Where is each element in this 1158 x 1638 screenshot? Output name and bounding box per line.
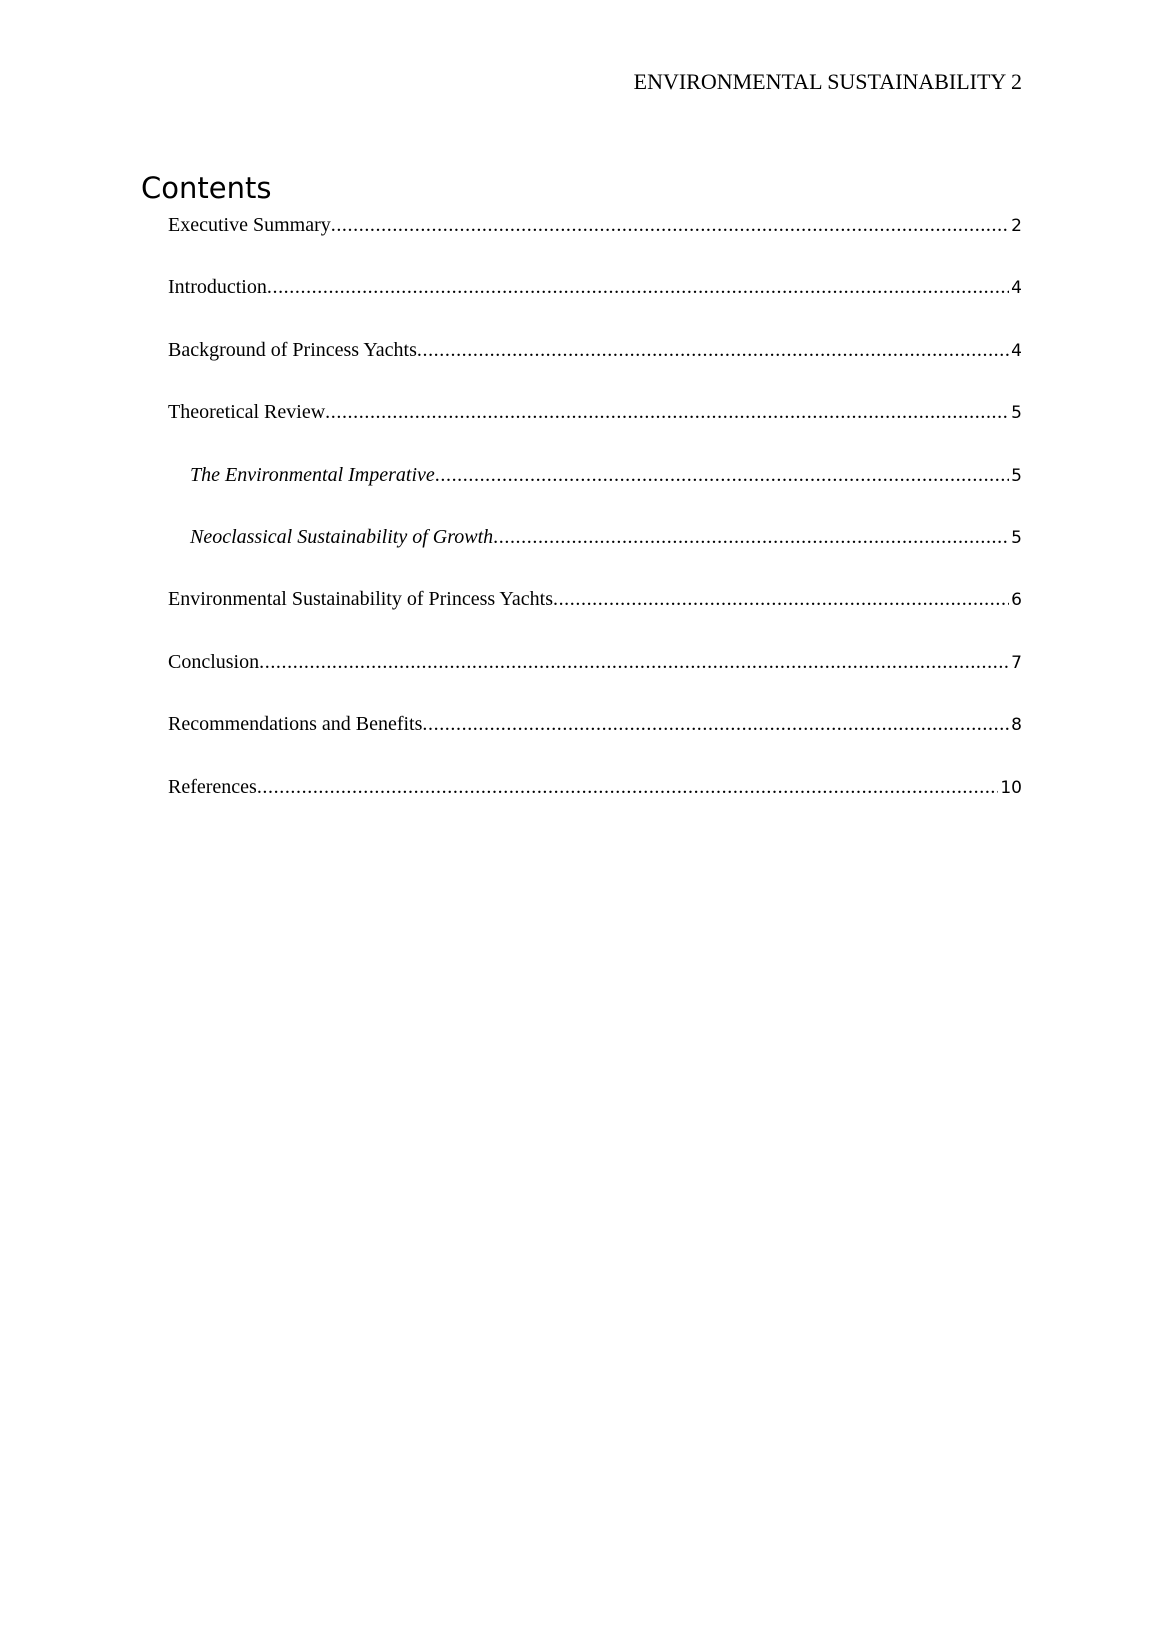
toc-entry-executive-summary[interactable] bbox=[168, 212, 1022, 274]
toc-dot-leader bbox=[435, 462, 1009, 488]
toc-dot-leader bbox=[493, 524, 1009, 550]
toc-page-number: 6 bbox=[1011, 590, 1022, 611]
toc-page-number: 5 bbox=[1011, 403, 1022, 424]
toc-entry-environmental-imperative[interactable] bbox=[168, 462, 1022, 524]
toc-entry-theoretical-review[interactable] bbox=[168, 399, 1022, 461]
toc-dot-leader bbox=[259, 649, 1009, 675]
toc-page-number: 8 bbox=[1011, 715, 1022, 736]
toc-dot-leader bbox=[331, 212, 1009, 238]
toc-dot-leader bbox=[325, 399, 1009, 425]
toc-page-number: 2 bbox=[1011, 216, 1022, 236]
toc-dot-leader bbox=[553, 586, 1009, 612]
toc-page-number: 10 bbox=[1000, 777, 1022, 798]
toc-entry-title: Introduction bbox=[168, 276, 267, 299]
toc-entry-environmental-sustainability[interactable] bbox=[168, 586, 1022, 648]
toc-entry-conclusion[interactable] bbox=[168, 649, 1022, 711]
toc-entry-title: Conclusion bbox=[168, 650, 260, 673]
toc-page-number: 5 bbox=[1011, 527, 1022, 548]
table-of-contents bbox=[168, 212, 1022, 836]
toc-entry-title: Environmental Sustainability of Princess Yachts bbox=[168, 588, 553, 611]
toc-page-number: 5 bbox=[1011, 465, 1022, 486]
toc-entry-title: Theoretical Review bbox=[168, 401, 326, 424]
toc-entry-references[interactable] bbox=[168, 774, 1022, 836]
toc-entry-neoclassical-sustainability[interactable] bbox=[168, 524, 1022, 586]
toc-entry-background[interactable] bbox=[168, 337, 1022, 399]
toc-entry-introduction[interactable] bbox=[168, 274, 1022, 336]
running-head: ENVIRONMENTAL SUSTAINABILITY 2 bbox=[633, 69, 1022, 94]
toc-entry-title: Background of Princess Yachts bbox=[168, 338, 417, 361]
toc-dot-leader bbox=[422, 711, 1009, 737]
toc-dot-leader bbox=[257, 774, 999, 800]
toc-entry-title: References bbox=[168, 775, 257, 798]
toc-entry-title: Executive Summary bbox=[168, 214, 331, 236]
toc-page-number: 4 bbox=[1011, 278, 1022, 299]
toc-dot-leader bbox=[417, 337, 1009, 363]
toc-entry-title: The Environmental Imperative bbox=[190, 463, 435, 486]
toc-entry-recommendations[interactable] bbox=[168, 711, 1022, 773]
toc-entry-title: Neoclassical Sustainability of Growth bbox=[190, 525, 494, 548]
toc-dot-leader bbox=[267, 274, 1009, 300]
toc-page-number: 7 bbox=[1011, 652, 1022, 673]
toc-heading: Contents bbox=[141, 171, 272, 205]
toc-page-number: 4 bbox=[1011, 340, 1022, 361]
toc-entry-title: Recommendations and Benefits bbox=[168, 713, 423, 736]
